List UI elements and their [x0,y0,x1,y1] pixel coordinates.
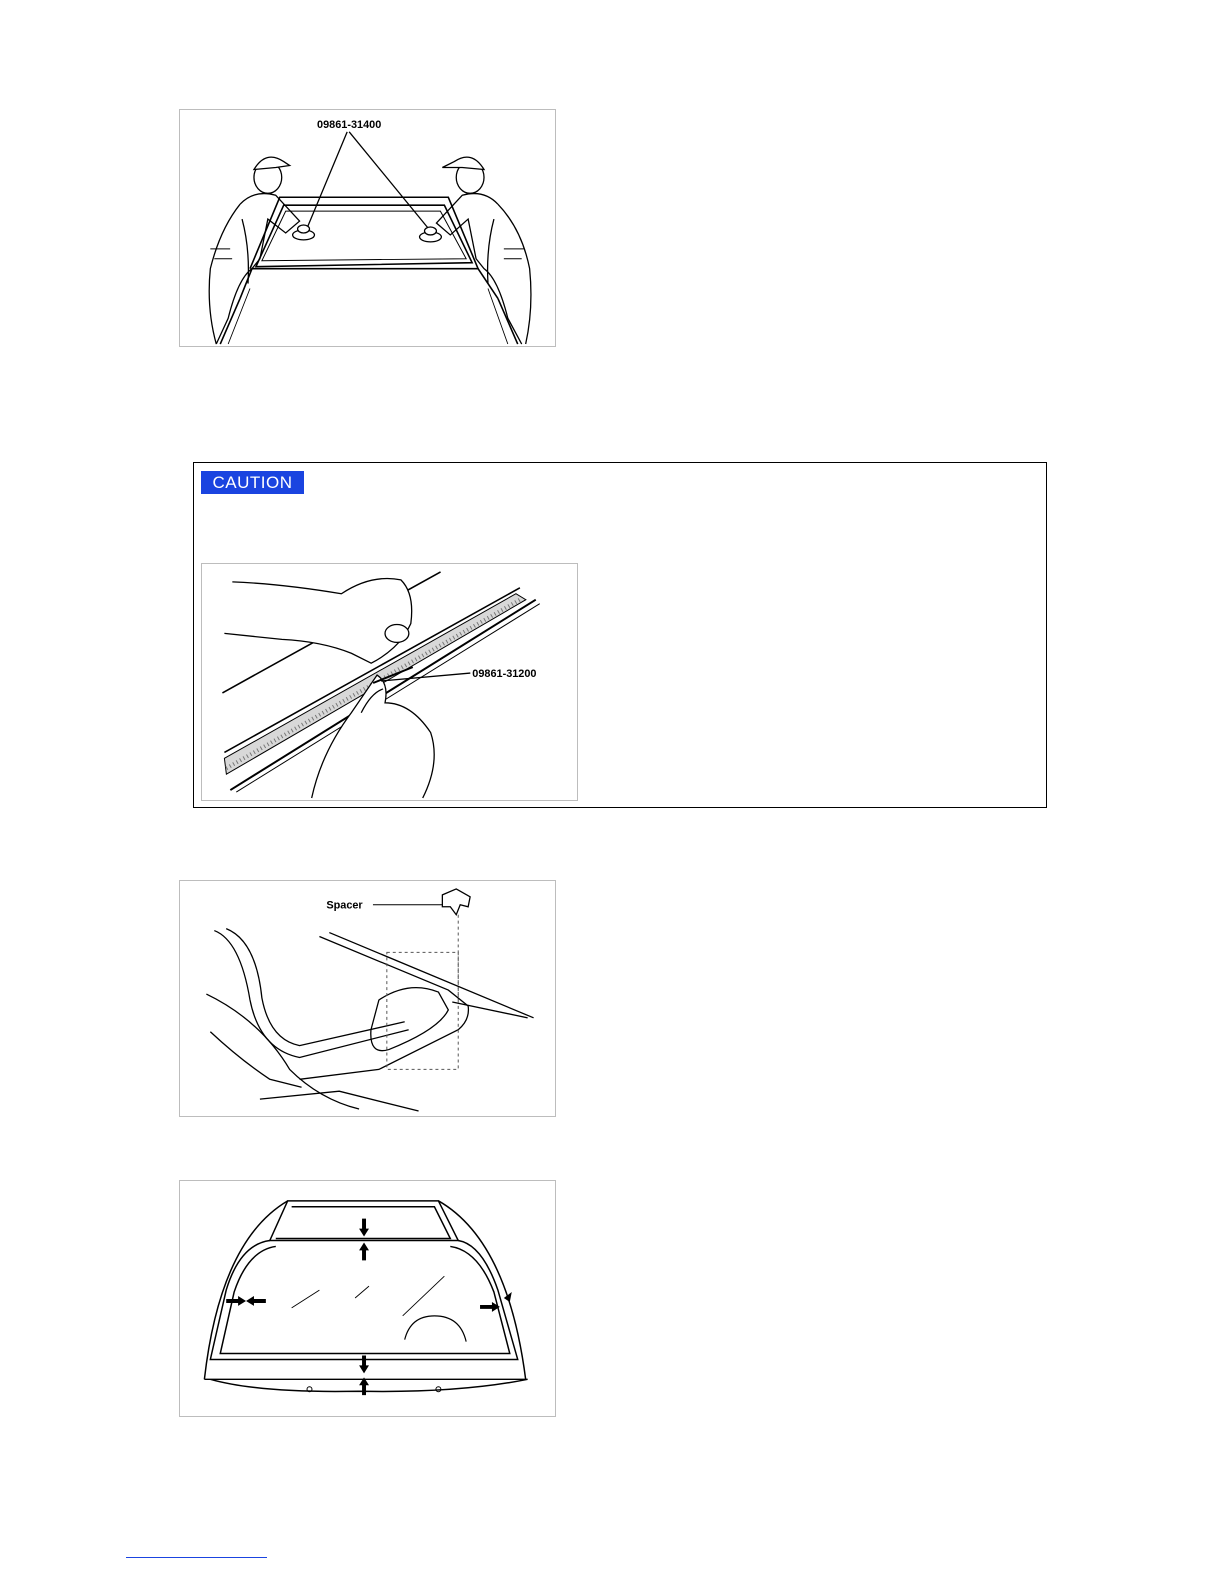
spacer-illustration [180,881,555,1116]
glass-removal-illustration [180,110,555,346]
car-pillar-and-glass [206,929,533,1111]
spacer-label: Spacer [326,899,363,912]
leader-line-left [308,132,348,227]
part-number-label: 09861-31400 [317,118,382,131]
car-rear-glass [220,197,517,344]
figure-glass-removal [179,109,556,347]
figure-glass-alignment [179,1180,556,1417]
figure-adhesive-cutting [201,563,578,801]
caution-badge: CAUTION [201,471,304,494]
spacer-part-icon [442,889,470,915]
footer-link-rule [126,1557,267,1558]
glass-reflection-lines [292,1276,445,1316]
suction-cup-icons [293,225,442,242]
figure-spacer-installation [179,880,556,1117]
technician-right [436,157,531,344]
technician-left [209,157,299,344]
part-number-label: 09861-31200 [472,668,537,681]
leader-line-right [349,132,430,231]
hand-upper [224,578,411,663]
adhesive-cutting-illustration [202,564,577,800]
glass-alignment-illustration [180,1181,555,1416]
